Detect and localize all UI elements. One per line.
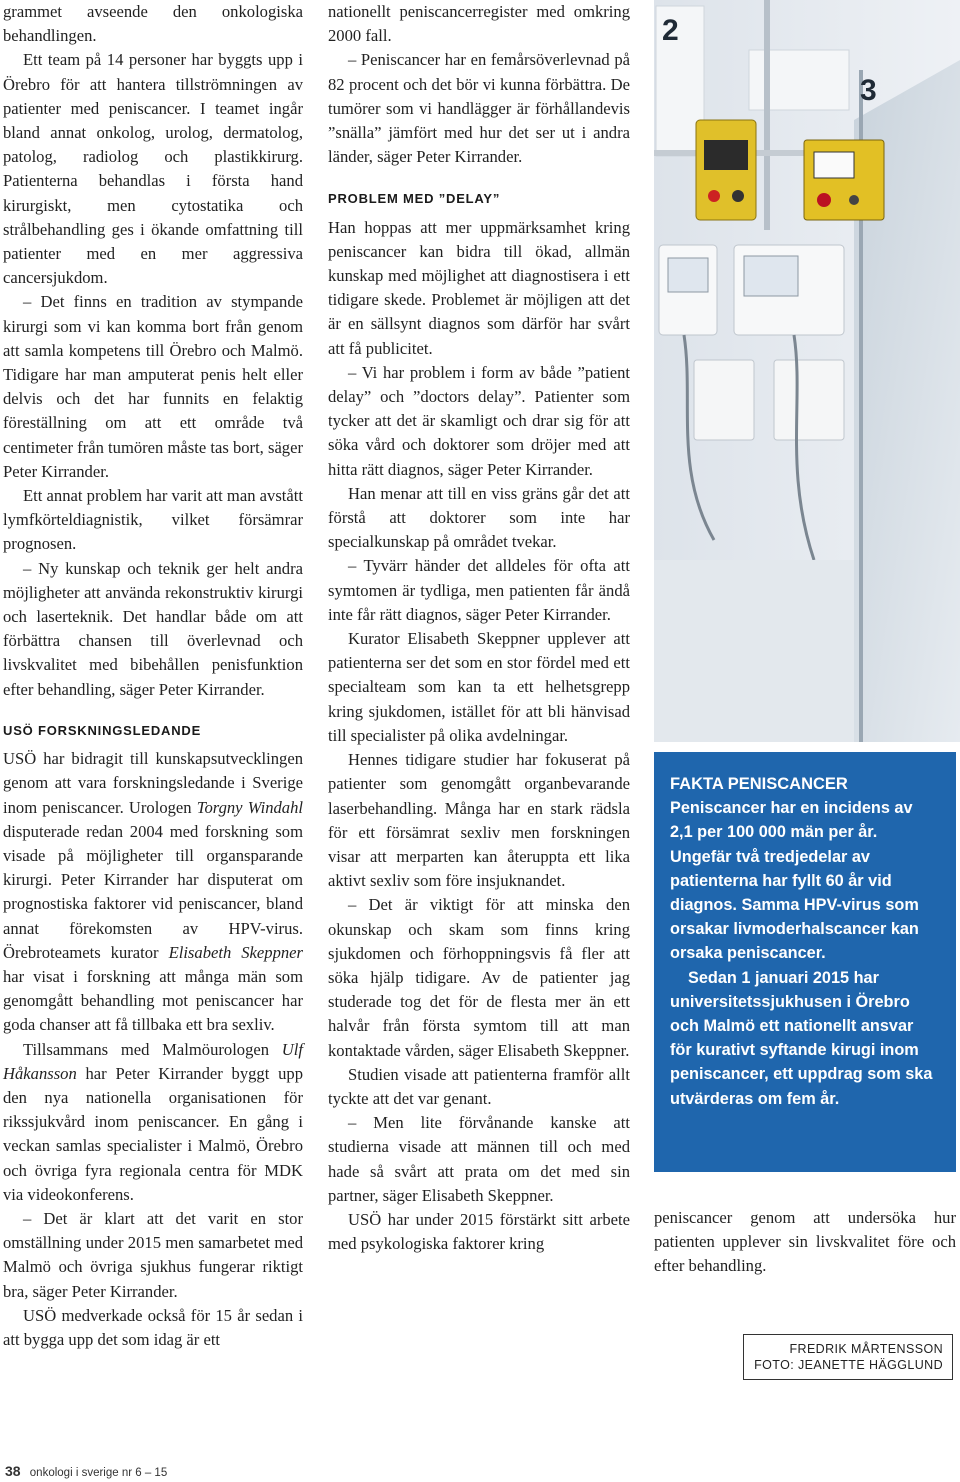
article-column-2	[328, 0, 630, 1256]
paragraph: Han menar att till en viss gräns går det att förstå att doktorer som inte har specialkunskap på området tvekar.	[328, 483, 630, 552]
paragraph: Hennes tidigare studier har fokuserat på patienter som genomgått organbevarande laserbehandling. Många har en stark rädsla för ett försämrat sexliv men forskningen visar att merparten kan återuppta ett lika aktivt sexliv som före insjuknandet.	[328, 750, 630, 891]
fact-box-paragraph: Peniscancer har en incidens av 2,1 per 100 000 män per år. Ungefär två tredjedelar av patienterna har fyllt 60 år vid diagnos. Samma HPV-virus som orsakar livmoderhalscancer kan orsaka peniscancer.	[670, 799, 919, 963]
medical-equipment-illustration	[654, 0, 960, 742]
paragraph: USÖ medverkade också för 15 år sedan i att bygga upp det som idag är ett	[3, 1305, 303, 1349]
photo-credit: FOTO: JEANETTE HÄGGLUND	[754, 1358, 943, 1372]
byline-box	[743, 1334, 953, 1380]
paragraph: Kurator Elisabeth Skeppner upplever att patienterna ser det som en stor fördel med ett specialteam som kan ta ett helhetsgrepp kring sjukdomen, istället för att bli hänvisad till specialister på olika avdelningar.	[328, 629, 630, 745]
paragraph: – Vi har problem i form av både ”patient delay” och ”doctors delay”. Patienter som tycker att det är skamligt och drar sig för att söka vård och doktorer som dröjer med att hitta rätt diagnos, säger Peter Kirrander.	[328, 362, 630, 479]
paragraph: – Peniscancer har en femårsöverlevnad på 82 procent och det bör vi kunna förbättra. De tumörer som vi handlägger är förhållandevis ”snälla” jämfört med hur det ser ut i andra länder, säger Peter Kirrander.	[328, 50, 630, 167]
person-name: Elisabeth Skeppner	[168, 942, 303, 962]
paragraph: – Det är viktigt för att minska den okunskap och skam som finns kring sjukdomen och förhoppningsvis få fler att söka hjälp tidigare. Av de patienter jag studerade tog det för de flesta mer än ett halvår från första symtom till att man kontaktade vården, säger Elisabeth Skeppner.	[328, 895, 630, 1060]
paragraph: – Ny kunskap och teknik ger helt andra möjligheter att använda rekonstruktiv kirurgi och laserteknik. Det handlar både om att förbättra chansen till överlevnad och livskvalitet med bibehållen penisfunktion efter behandling, säger Peter Kirrander.	[3, 558, 303, 699]
publication-name: onkologi i sverige nr 6 – 15	[29, 1467, 168, 1479]
person-name: Ulf Håkansson	[3, 1039, 303, 1083]
author-name: FREDRIK MÅRTENSSON	[789, 1342, 943, 1356]
page-footer	[5, 1463, 167, 1479]
section-heading: USÖ FORSKNINGSLEDANDE	[3, 722, 202, 738]
paragraph: Ett annat problem har varit att man avstått lymfkörteldiagnistik, vilket försämrar prognosen.	[3, 486, 303, 554]
fact-box-title: FAKTA PENISCANCER	[670, 775, 848, 793]
article-column-1	[3, 0, 303, 1352]
paragraph: – Det finns en tradition av stympande kirurgi som vi kan komma bort från genom att samla kompetens till Örebro och Malmö. Tidigare har man amputerat penis helt eller delvis och det har funnits en felaktig föreställning om att ett område två centimeter från tumören måste tas bort, säger Peter Kirrander.	[3, 292, 303, 481]
paragraph: Tillsammans med Malmöurologen Ulf Håkansson har Peter Kirrander byggt upp den nya nationella organisationen för rikssjukvård inom peniscancer. En gång i veckan samlas specialister i Malmö, Örebro och övriga fyra regionala centra för MDK via videokonferens.	[3, 1039, 303, 1204]
paragraph: nationellt peniscancerregister med omkring 2000 fall.	[328, 2, 630, 46]
fact-box	[654, 752, 956, 1172]
paragraph: grammet avseende den onkologiska behandlingen.	[3, 2, 303, 46]
article-column-3	[654, 1206, 956, 1279]
paragraph: Han hoppas att mer uppmärksamhet kring peniscancer kan bidra till ökad, allmän kunskap med möjlighet att diagnostisera i ett tidigare skede. Problemet är möjligen att det är en sällsynt diagnos som därför har svårt att få publicitet.	[328, 217, 630, 358]
fact-box-paragraph: Sedan 1 januari 2015 har universitetssjukhusen i Örebro och Malmö ett nationellt ansvar för kurativt syftande kirugi inom peniscancer, ett uppdrag som ska utvärderas om fem år.	[670, 968, 933, 1108]
section-heading: PROBLEM MED ”DELAY”	[328, 191, 501, 207]
article-photo	[654, 0, 960, 742]
paragraph: – Tyvärr händer det alldeles för ofta att symtomen är tydliga, men patienten får ändå inte får rätt diagnos, säger Peter Kirrander.	[328, 556, 630, 624]
paragraph: USÖ har under 2015 förstärkt sitt arbete med psykologiska faktorer kring	[328, 1209, 630, 1254]
paragraph: Studien visade att patienterna framför allt tyckte att det var genant.	[328, 1064, 630, 1108]
room-number-label: 3	[860, 74, 877, 107]
paragraph: – Det är klart att det varit en stor omställning under 2015 men samarbetet med Malmö och övriga sjukhus fungerar riktigt bra, säger Peter Kirrander.	[3, 1208, 303, 1301]
page-number: 38	[5, 1463, 21, 1479]
paragraph: Ett team på 14 personer har byggts upp i Örebro för att hantera tillströmningen av patienter med peniscancer. I teamet ingår bland annat onkolog, urolog, dermatolog, patolog, radiolog och plastikkirurg. Patienterna behandlas i första hand kirurgiskt, men cytostatika och strålbehandling ges i ökande omfattning till patienter med en mer aggressiva cancersjukdom.	[3, 50, 303, 288]
paragraph: peniscancer genom att undersöka hur patienten upplever sin livskvalitet före och efter behandling.	[654, 1208, 956, 1276]
person-name: Torgny Windahl	[196, 797, 304, 817]
paragraph: USÖ har bidragit till kunskapsutvecklingen genom att vara forskningsledande i Sverige inom peniscancer. Urologen Torgny Windahl disputerade redan 2004 med forskning som visade på möjligheter till organsparande kirurgi. Peter Kirrander har disputerat om prognostiska faktorer vid peniscancer, bland annat förekomsten av HPV-virus. Örebroteamets kurator Elisabeth Skeppner har visat i forskning att många män som genomgått behandling mot peniscancer har goda chanser att få tillbaka ett bra sexliv.	[3, 749, 304, 1035]
paragraph: – Men lite förvånande kanske att studierna visade att männen till och med hade så svårt att prata om det med sin partner, säger Elisabeth Skeppner.	[328, 1113, 630, 1205]
room-number-label: 2	[662, 14, 679, 47]
